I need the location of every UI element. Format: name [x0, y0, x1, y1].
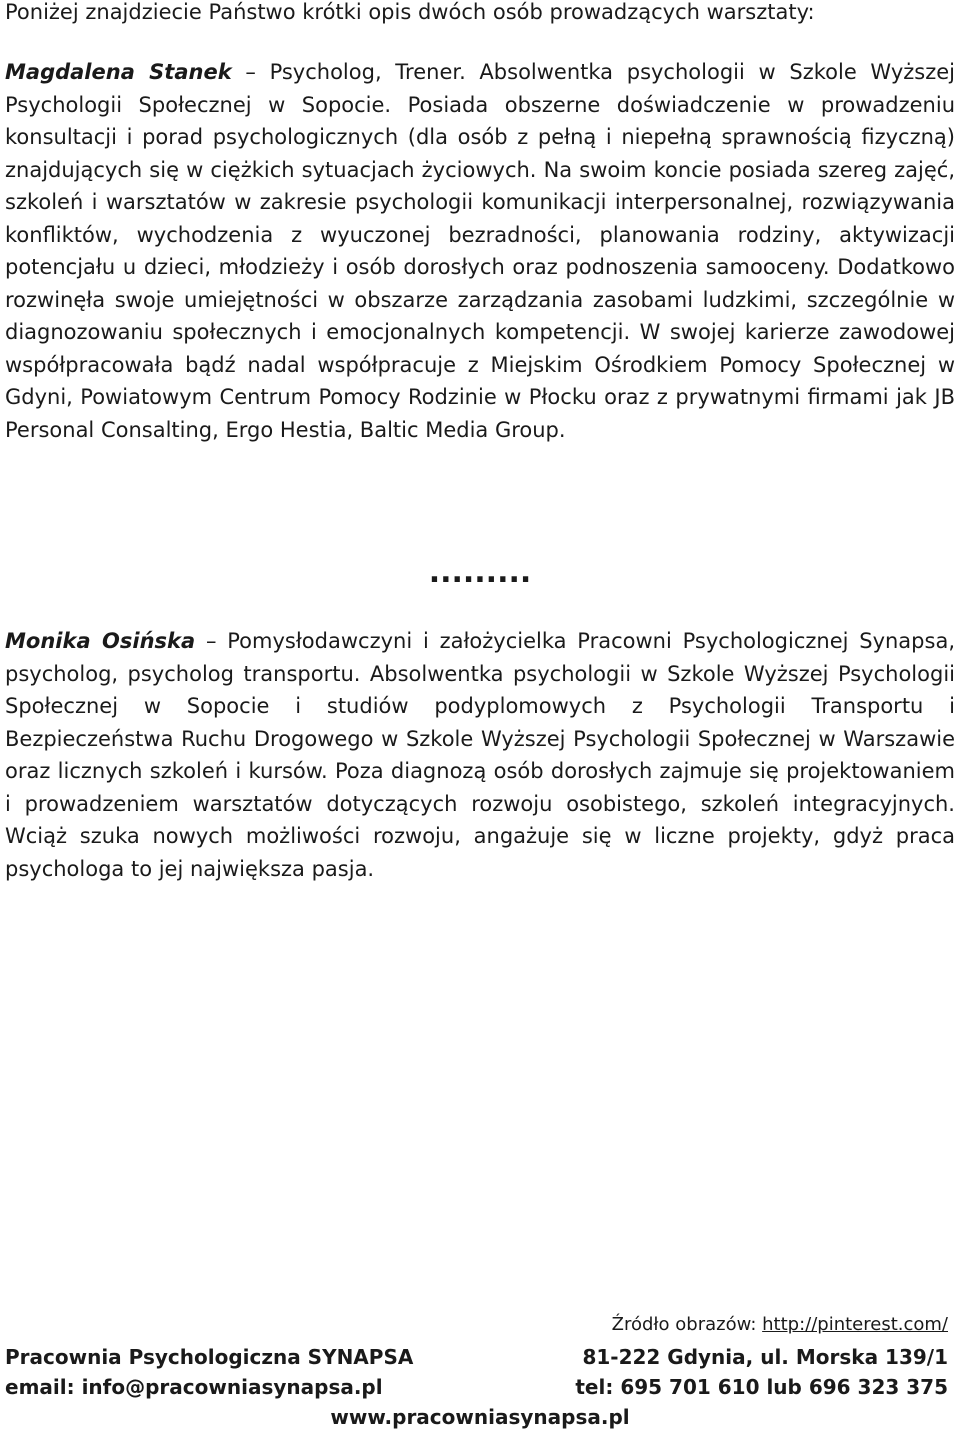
footer-row-2 [5, 1373, 948, 1401]
person-description: Psycholog, Trener. Absolwentka psychologii w Szkole Wyższej Psychologii Społecznej w Sopocie. Posiada obszerne doświadczenie w prowadzeniu konsultacji i porad psychologicznych (dla osób z pełną i niepełną sprawnością fizyczną) znajdujących się w ciężkich sytuacjach życiowych. Na swoim koncie posiada szereg zajęć, szkoleń i warsztatów w zakresie psychologii komunikacji interpersonalnej, rozwiązywania konfliktów, wychodzenia z wyuczonej bezradności, planowania rodziny, aktywizacji potencjału u dzieci, młodzieży i osób dorosłych oraz podnoszenia samooceny. Dodatkowo rozwinęła swoje umiejętności w obszarze zarządzania zasobami ludzkimi, szczególnie w diagnozowaniu społecznych i emocjonalnych kompetencji. W swojej karierze zawodowej współpracowała bądź nadal współpracuje z Miejskim Ośrodkiem Pomocy Społecznej w Gdyni, Powiatowym Centrum Pomocy Rodzinie w Płocku oraz z prywatnymi firmami jak JB Personal Consalting, Ergo Hestia, Baltic Media Group. [5, 60, 955, 442]
image-source [612, 1312, 948, 1338]
org-address: 81-222 Gdynia, ul. Morska 139/1 [582, 1345, 948, 1369]
org-website-link[interactable]: www.pracowniasynapsa.pl [330, 1405, 630, 1429]
person-name: Magdalena Stanek [5, 60, 232, 84]
footer-row-1 [5, 1343, 948, 1371]
section-separator: ......... [428, 555, 532, 590]
source-link[interactable]: http://pinterest.com/ [762, 1314, 948, 1335]
org-name: Pracownia Psychologiczna SYNAPSA [5, 1345, 414, 1369]
intro-text: Poniżej znajdziecie Państwo krótki opis dwóch osób prowadzących warsztaty: [5, 0, 815, 24]
name-dash: – [231, 60, 270, 84]
source-label: Źródło obrazów: [611, 1314, 763, 1335]
org-email[interactable]: email: info@pracowniasynapsa.pl [5, 1375, 383, 1399]
person-bio-magdalena [5, 56, 955, 446]
person-bio-monika [5, 625, 955, 885]
person-name: Monika Osińska [5, 629, 196, 653]
name-dash: – [195, 629, 228, 653]
org-phone: tel: 695 701 610 lub 696 323 375 [575, 1375, 948, 1399]
person-description: Pomysłodawczyni i założycielka Pracowni Psychologicznej Synapsa, psycholog, psycholog transportu. Absolwentka psychologii w Szkole Wyższej Psychologii Społecznej w Sopocie i studiów podyplomowych z Psychologii Transportu i Bezpieczeństwa Ruchu Drogowego w Szkole Wyższej Psychologii Społecznej w Warszawie oraz licznych szkoleń i kursów. Poza diagnozą osób dorosłych zajmuje się projektowaniem i prowadzeniem warsztatów dotyczących rozwoju osobistego, szkoleń integracyjnych. Wciąż szuka nowych możliwości rozwoju, angażuje się w liczne projekty, gdyż praca psychologa to jej największa pasja. [5, 629, 955, 881]
